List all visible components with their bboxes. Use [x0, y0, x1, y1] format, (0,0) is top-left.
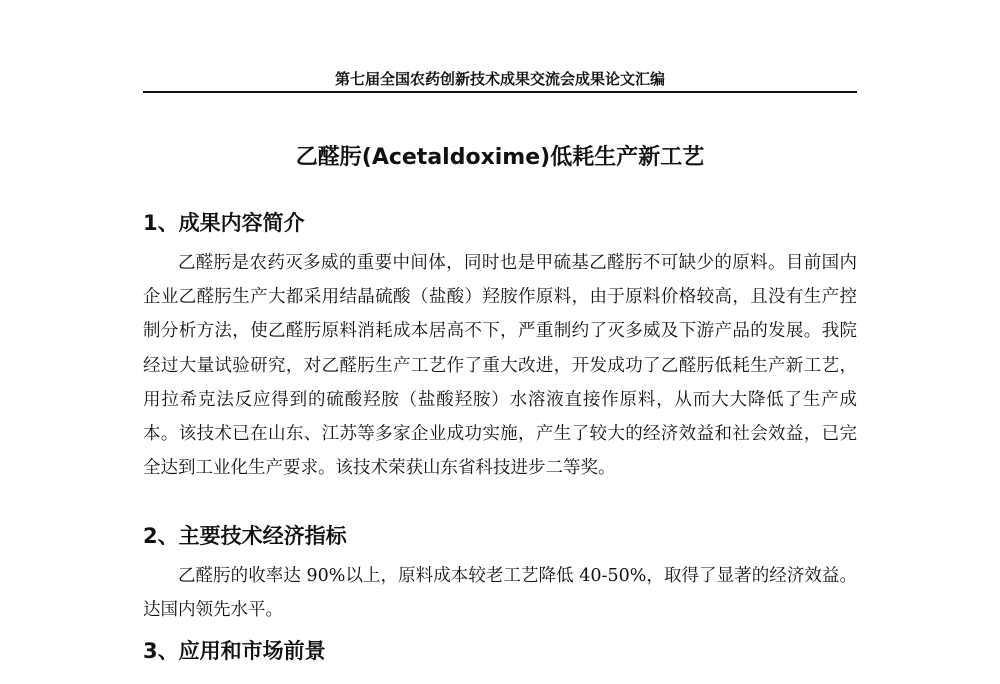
section-heading-1: 1、成果内容简介 [143, 211, 305, 235]
section-paragraph-1: 乙醛肟是农药灭多威的重要中间体，同时也是甲硫基乙醛肟不可缺少的原料。目前国内企业乙醛肟生产大都采用结晶硫酸（盐酸）羟胺作原料，由于原料价格较高，且没有生产控制分析方法，使乙醛肟原料消耗成本居高不下，严重制约了灭多威及下游产品的发展。我院经过大量试验研究，对乙醛肟生产工艺作了重大改进，开发成功了乙醛肟低耗生产新工艺，用拉希克法反应得到的硫酸羟胺（盐酸羟胺）水溶液直接作原料，从而大大降低了生产成本。该技术已在山东、江苏等多家企业成功实施，产生了较大的经济效益和社会效益，已完全达到工业化生产要求。该技术荣获山东省科技进步二等奖。 [143, 253, 857, 479]
document-title: 乙醛肟(Acetaldoxime)低耗生产新工艺 [295, 145, 705, 170]
running-header: 第七届全国农药创新技术成果交流会成果论文汇编 [334, 70, 665, 88]
header-rule [143, 91, 857, 93]
section-paragraph-2: 乙醛肟的收率达 90%以上，原料成本较老工艺降低 40-50%，取得了显著的经济效益。达国内领先水平。 [143, 566, 857, 621]
section-heading-2: 2、主要技术经济指标 [143, 524, 347, 548]
section-heading-3: 3、应用和市场前景 [143, 639, 326, 663]
